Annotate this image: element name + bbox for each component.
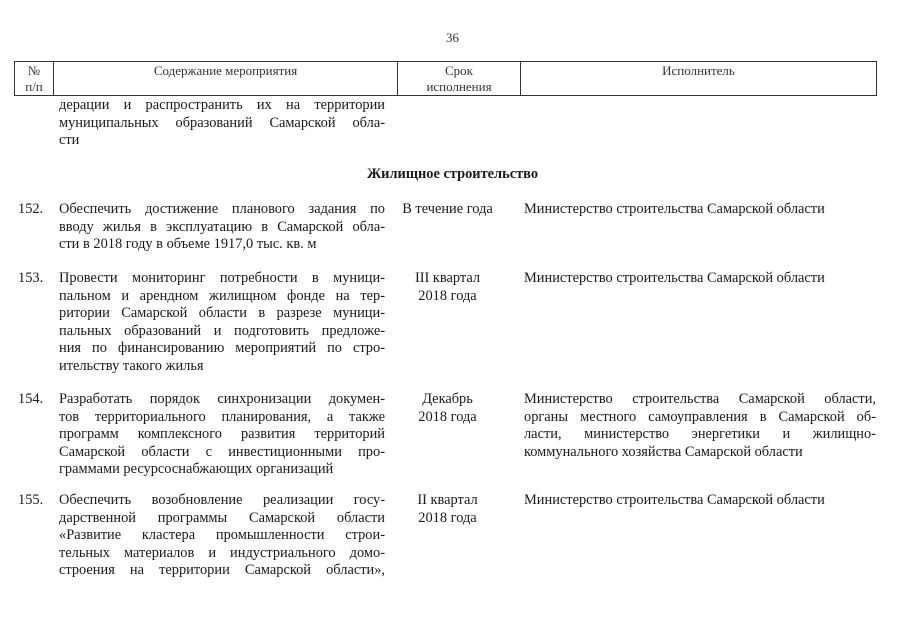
row-executor: Министерство строительства Самарской области — [524, 492, 825, 508]
row-number: 153. — [18, 270, 44, 286]
row-content: Разработать порядок синхронизации докумен- тов территориального планирования, а также программ комплексного развития территорий Самарской области с инвестиционными про- граммами ресурсоснабжающих организаций — [59, 391, 385, 477]
row-term: В течение года — [402, 201, 493, 217]
row-number: 154. — [18, 391, 44, 407]
continuation-text: дерации и распространить их на территории муниципальных образований Самарской обла- сти — [59, 97, 385, 148]
row-executor: Министерство строительства Самарской области — [524, 201, 825, 217]
row-content: Провести мониторинг потребности в муници- пальном и арендном жилищном фонде на тер- ритории Самарской области в разрезе муници- пальных образований и подготовить предложе- ния по финансированию мероприятий по стро- ительству такого жилья — [59, 270, 385, 374]
row-content: Обеспечить возобновление реализации госу- дарственной программы Самарской области «Развитие кластера промышленности строи- тельных материалов и индустриального домо- строения на территории Самарской области», — [59, 492, 385, 578]
row-executor: Министерство строительства Самарской области — [524, 270, 825, 286]
table-header — [14, 61, 877, 96]
row-term: II квартал 2018 года — [417, 492, 478, 526]
header-content: Содержание мероприятия — [54, 62, 398, 95]
row-number: 152. — [18, 201, 44, 217]
row-term: III квартал 2018 года — [414, 270, 481, 304]
page-number: 36 — [446, 30, 459, 45]
row-number: 155. — [18, 492, 44, 508]
header-number: № п/п — [15, 62, 54, 95]
row-executor: Министерство строительства Самарской области, органы местного самоуправления в Самарской об- ласти, министерство энергетики и жилищно- коммунального хозяйства Самарской области — [524, 391, 876, 460]
header-term: Срок исполнения — [398, 62, 521, 95]
section-title: Жилищное строительство — [366, 166, 539, 182]
header-executor: Исполнитель — [662, 63, 735, 78]
row-content: Обеспечить достижение планового задания по вводу жилья в эксплуатацию в Самарской обла- сти в 2018 году в объеме 1917,0 тыс. кв. м — [59, 201, 385, 252]
row-term: Декабрь 2018 года — [418, 391, 477, 425]
